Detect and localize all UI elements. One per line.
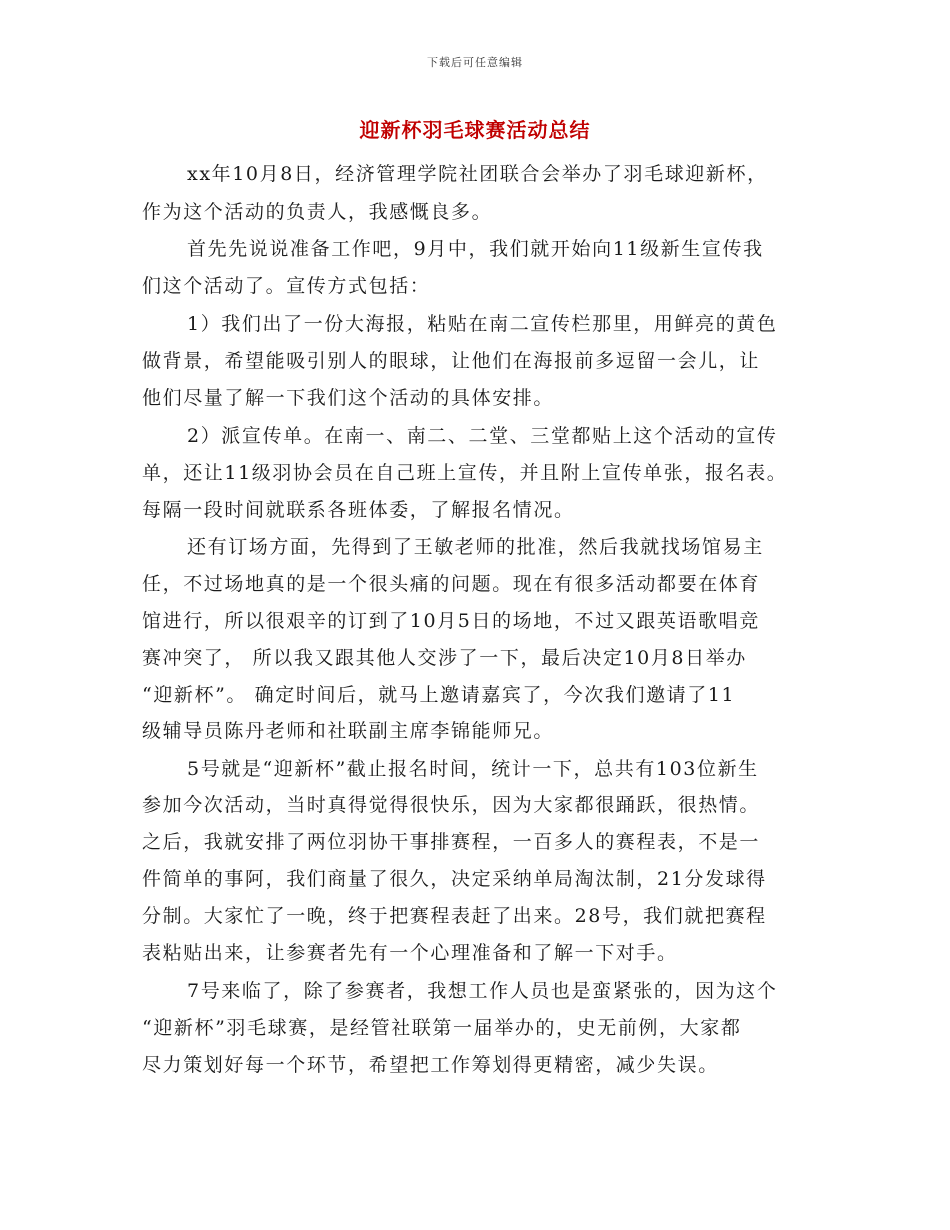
body-line: “迎新杯”。 确定时间后，就马上邀请嘉宾了，今次我们邀请了11 bbox=[142, 684, 736, 706]
body-line: 之后，我就安排了两位羽协干事排赛程，一百多人的赛程表，不是一 bbox=[142, 831, 761, 853]
body-line: 馆进行，所以很艰辛的订到了10月5日的场地，不过又跟英语歌唱竞 bbox=[142, 610, 760, 632]
body-line: “迎新杯”羽毛球赛，是经管社联第一届举办的，史无前例，大家都 bbox=[142, 1017, 742, 1039]
body-line: 每隔一段时间就联系各班体委，了解报名情况。 bbox=[142, 499, 575, 521]
body-line: 任，不过场地真的是一个很头痛的问题。现在有很多活动都要在体育 bbox=[142, 573, 761, 595]
body-line: 表粘贴出来，让参赛者先有一个心理准备和了解一下对手。 bbox=[142, 942, 678, 964]
body-line: 还有订场方面，先得到了王敏老师的批准，然后我就找场馆易主 bbox=[187, 536, 764, 558]
body-line: 5号就是“迎新杯”截止报名时间，统计一下，总共有103位新生 bbox=[187, 758, 759, 780]
body-line: 2）派宣传单。在南一、南二、二堂、三堂都贴上这个活动的宣传 bbox=[187, 425, 778, 447]
body-line: 分制。大家忙了一晚，终于把赛程表赶了出来。28号，我们就把赛程 bbox=[142, 905, 767, 927]
body-line: 件简单的事阿，我们商量了很久，决定采纳单局淘汰制，21分发球得 bbox=[142, 868, 767, 890]
body-line: 作为这个活动的负责人，我感慨良多。 bbox=[142, 201, 493, 223]
body-line: 参加今次活动，当时真得觉得很快乐，因为大家都很踊跃，很热情。 bbox=[142, 794, 761, 816]
body-line: 级辅导员陈丹老师和社联副主席李锦能师兄。 bbox=[142, 720, 555, 742]
body-line: 他们尽量了解一下我们这个活动的具体安排。 bbox=[142, 387, 555, 409]
body-line: 7号来临了，除了参赛者，我想工作人员也是蛮紧张的，因为这个 bbox=[187, 980, 778, 1002]
page-header: 下载后可任意编辑 bbox=[427, 56, 523, 69]
body-line: 做背景，希望能吸引别人的眼球，让他们在海报前多逗留一会儿，让 bbox=[142, 350, 761, 372]
body-line: 单，还让11级羽协会员在自己班上宣传，并且附上宣传单张，报名表。 bbox=[142, 462, 788, 484]
body-line: 尽力策划好每一个环节，希望把工作筹划得更精密，减少失误。 bbox=[142, 1054, 719, 1076]
body-line: 1）我们出了一份大海报，粘贴在南二宣传栏那里，用鲜亮的黄色 bbox=[187, 313, 778, 335]
body-line: 们这个活动了。宣传方式包括： bbox=[142, 275, 431, 297]
body-line: xx年10月8日，经济管理学院社团联合会举办了羽毛球迎新杯， bbox=[187, 163, 768, 185]
body-line: 赛冲突了， 所以我又跟其他人交涉了一下，最后决定10月8日举办 bbox=[142, 647, 747, 669]
body-line: 首先先说说准备工作吧，9月中，我们就开始向11级新生宣传我 bbox=[187, 238, 764, 260]
document-title: 迎新杯羽毛球赛活动总结 bbox=[359, 118, 591, 142]
